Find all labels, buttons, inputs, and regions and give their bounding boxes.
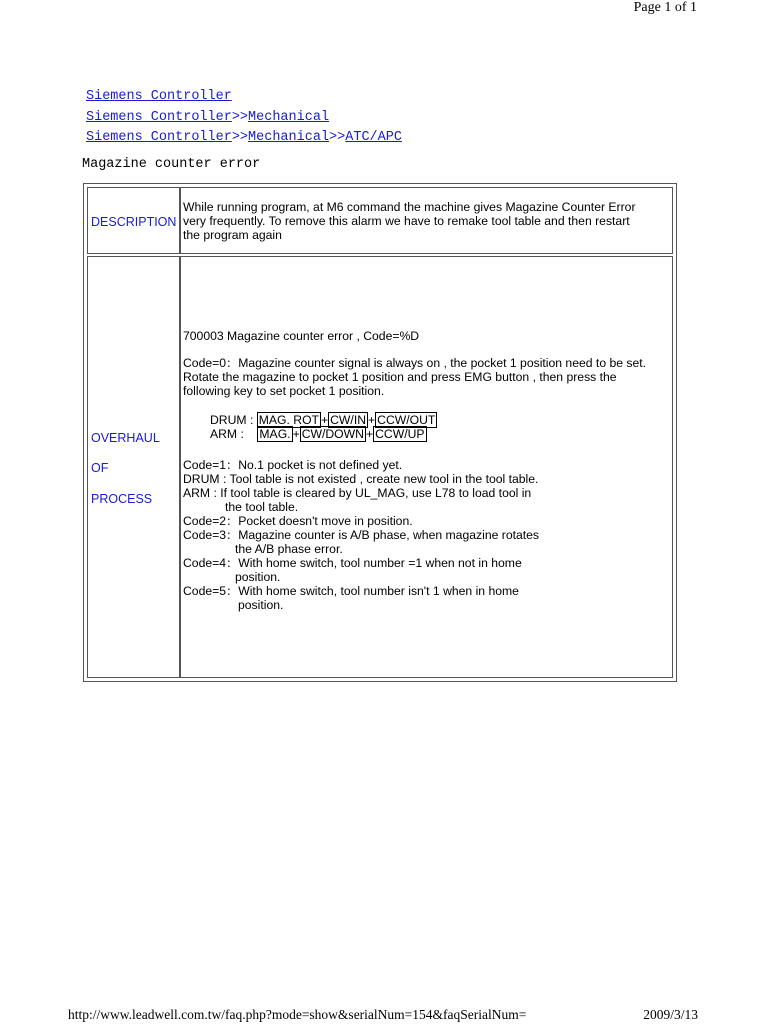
code-line: DRUM : Tool table is not existed , create new tool in the tool table. [183, 472, 539, 486]
code-line: position. [235, 570, 281, 584]
page-title: Magazine counter error [82, 157, 261, 172]
plus-sign: + [365, 427, 374, 441]
code-line: ARM : If tool table is cleared by UL_MAG, use L78 to load tool in [183, 486, 532, 500]
page-indicator: Page 1 of 1 [633, 0, 697, 15]
key-cw-in: CW/IN [330, 413, 367, 427]
arm-prefix: ARM : [210, 427, 244, 441]
breadcrumb-link-siemens-controller[interactable]: Siemens Controller [86, 130, 232, 145]
breadcrumb [86, 87, 402, 149]
code-line: position. [238, 598, 284, 612]
faq-table [83, 183, 677, 682]
plus-sign: + [321, 413, 329, 427]
code-line: Code=5：With home switch, tool number isn't 1 when in home [183, 584, 519, 598]
breadcrumb-line-2 [86, 108, 402, 129]
footer-date: 2009/3/13 [643, 1007, 698, 1022]
breadcrumb-line-1 [86, 87, 402, 108]
key-mag: MAG. [259, 427, 291, 441]
breadcrumb-separator: >> [231, 130, 249, 145]
code0-line: Rotate the magazine to pocket 1 position and press EMG button , then press the [183, 370, 617, 384]
breadcrumb-link-mechanical[interactable]: Mechanical [248, 109, 330, 125]
process-label-line: PROCESS [91, 492, 153, 506]
key-cw-down: CW/DOWN [301, 427, 364, 441]
description-label-cell [87, 187, 180, 254]
description-label: DESCRIPTION [91, 215, 177, 229]
breadcrumb-link-atc-apc[interactable]: ATC/APC [345, 130, 402, 145]
breadcrumb-separator: >> [231, 109, 249, 125]
code-line: Code=4：With home switch, tool number =1 when not in home [183, 556, 522, 570]
process-label-cell [87, 256, 180, 678]
plus-sign: + [368, 413, 376, 427]
description-body [180, 187, 673, 254]
process-body [180, 256, 673, 678]
description-line: the program again [183, 228, 282, 242]
plus-sign: + [292, 427, 300, 441]
breadcrumb-link-siemens-controller[interactable]: Siemens Controller [86, 89, 232, 104]
drum-prefix: DRUM : [210, 413, 254, 427]
description-line: very frequently. To remove this alarm we have to remake tool table and then restart [183, 214, 630, 228]
code-line: Code=3：Magazine counter is A/B phase, when magazine rotates [183, 528, 540, 542]
drum-key-sequence [210, 413, 437, 427]
description-line: While running program, at M6 command the machine gives Magazine Counter Error [183, 200, 636, 214]
alarm-line: 700003 Magazine counter error , Code=%D [183, 329, 420, 343]
footer-url: http://www.leadwell.com.tw/faq.php?mode=show&serialNum=154&faqSerialNum= [68, 1007, 527, 1022]
code-line: Code=2：Pocket doesn't move in position. [183, 514, 413, 528]
breadcrumb-separator: >> [329, 130, 346, 145]
breadcrumb-link-siemens-controller[interactable]: Siemens Controller [86, 109, 232, 125]
key-mag-rot: MAG. ROT [258, 413, 319, 427]
key-ccw-out: CCW/OUT [377, 413, 436, 427]
code-line: Code=1：No.1 pocket is not defined yet. [183, 458, 403, 472]
code0-line: Code=0：Magazine counter signal is always on , the pocket 1 position need to be set. [183, 356, 647, 370]
breadcrumb-line-3 [86, 128, 402, 149]
code-line: the tool table. [225, 500, 299, 514]
process-label-line: OVERHAUL [91, 431, 160, 445]
breadcrumb-link-mechanical[interactable]: Mechanical [248, 130, 330, 145]
key-ccw-up: CCW/UP [375, 427, 425, 441]
process-label-line: OF [91, 461, 109, 475]
arm-key-sequence [210, 427, 427, 441]
code-line: the A/B phase error. [235, 542, 343, 556]
code0-line: following key to set pocket 1 position. [183, 384, 385, 398]
